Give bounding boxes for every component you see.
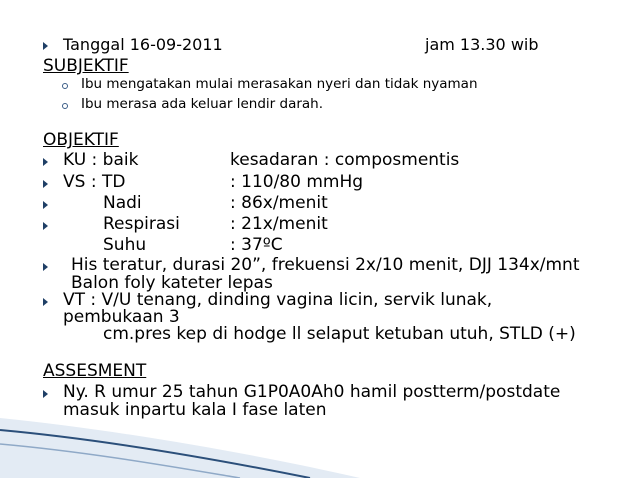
objektif-value: : 86x/menit: [230, 193, 328, 213]
assesment-heading: ASSESMENT: [43, 361, 147, 381]
objektif-label: KU : baik: [63, 150, 139, 170]
objektif-label: VS : TD: [63, 172, 126, 192]
subjektif-heading: SUBJEKTIF: [43, 56, 129, 76]
objektif-heading: OBJEKTIF: [43, 130, 119, 150]
objektif-value: : 110/80 mmHg: [230, 172, 364, 192]
his-line: Balon foly kateter lepas: [71, 273, 273, 293]
date-text: Tanggal 16-09-2011: [63, 35, 223, 54]
bullet-icon: [43, 222, 48, 230]
his-line: His teratur, durasi 20”, frekuensi 2x/10 menit, DJJ 134x/mnt: [71, 255, 580, 275]
subjektif-item: Ibu mengatakan mulai merasakan nyeri dan tidak nyaman: [81, 76, 478, 92]
sub-bullet-icon: [62, 83, 68, 89]
objektif-value: kesadaran : composmentis: [230, 150, 460, 170]
objektif-value: : 21x/menit: [230, 214, 328, 234]
objektif-value: : 37ºC: [230, 235, 283, 255]
bullet-icon: [43, 180, 48, 188]
objektif-label: Respirasi: [103, 214, 180, 234]
bullet-icon: [43, 42, 48, 50]
vt-line: VT : V/U tenang, dinding vagina licin, servik lunak,: [63, 290, 493, 310]
bullet-icon: [43, 201, 48, 209]
time-text: jam 13.30 wib: [425, 35, 539, 54]
assesment-line: Ny. R umur 25 tahun G1P0A0Ah0 hamil postterm/postdate: [63, 382, 561, 402]
objektif-label: Nadi: [103, 193, 142, 213]
subjektif-item: Ibu merasa ada keluar lendir darah.: [81, 96, 324, 112]
bullet-icon: [43, 298, 48, 306]
bullet-icon: [43, 390, 48, 398]
bullet-icon: [43, 158, 48, 166]
bullet-icon: [43, 263, 48, 271]
vt-line: pembukaan 3: [63, 307, 180, 327]
vt-line: cm.pres kep di hodge ll selaput ketuban utuh, STLD (+): [103, 324, 576, 344]
objektif-label: Suhu: [103, 235, 147, 255]
assesment-line: masuk inpartu kala I fase laten: [63, 400, 327, 420]
sub-bullet-icon: [62, 103, 68, 109]
